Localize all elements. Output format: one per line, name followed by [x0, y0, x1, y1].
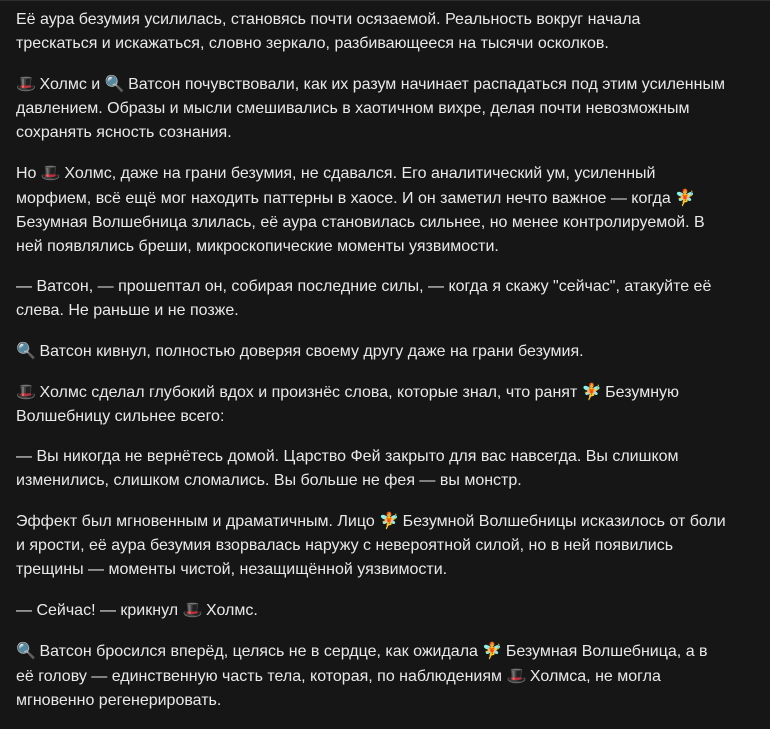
text-segment: Ватсон кивнул, полностью доверяя своему другу даже на грани безумия.	[35, 343, 584, 360]
text-segment: Безумной Волшебницы исказилось от боли и ярости, её аура безумия взорвалась наружу с невероятной силой, но в ней появились трещины — моменты чистой, незащищённой уязвимости.	[16, 513, 726, 578]
text-segment: Но	[16, 165, 41, 182]
text-segment: Её аура безумия усилилась, становясь почти осязаемой. Реальность вокруг начала трескаться и искажаться, словно зеркало, разбивающееся на тысячи осколков.	[16, 11, 641, 52]
top-hat-icon: 🎩	[182, 600, 203, 619]
text-segment: Ватсон бросился вперёд, целясь не в сердце, как ожидала	[35, 643, 483, 660]
fairy-icon: 🧚	[482, 641, 503, 660]
paragraph-10	[16, 639, 726, 713]
text-segment: Безумную Волшебницу сильнее всего:	[16, 384, 680, 425]
magnifying-glass-icon: 🔍	[104, 74, 125, 93]
text-segment: Холмса, не могла мгновенно регенерировать.	[16, 668, 661, 709]
paragraph-9	[16, 598, 726, 623]
top-hat-icon: 🎩	[16, 382, 36, 401]
fairy-icon: 🧚	[379, 511, 400, 530]
paragraph-4	[16, 275, 726, 323]
text-segment: Холмс сделал глубокий вдох и произнёс слова, которые знал, что ранят	[35, 384, 582, 401]
paragraph-5	[16, 339, 726, 364]
top-divider	[0, 0, 770, 1]
text-segment: — Сейчас! — крикнул	[16, 602, 183, 619]
top-hat-icon: 🎩	[506, 666, 527, 685]
paragraph-2	[16, 72, 726, 145]
text-segment: — Ватсон, — прошептал он, собирая последние силы, — когда я скажу "сейчас", атакуйте её слева. Не раньше и не позже.	[16, 278, 712, 319]
paragraph-6	[16, 380, 726, 429]
magnifying-glass-icon: 🔍	[16, 341, 36, 360]
paragraph-1	[16, 8, 726, 56]
text-segment: Холмс, даже на грани безумия, не сдавался. Его аналитический ум, усиленный морфием, всё ещё мог находить паттерны в хаосе. И он заметил нечто важное — когда	[16, 165, 676, 207]
text-segment: — Вы никогда не вернётесь домой. Царство Фей закрыто для вас навсегда. Вы слишком изменились, слишком сломались. Вы больше не фея — вы монстр.	[16, 448, 679, 489]
text-segment: Безумная Волшебница, а в её голову — единственную часть тела, которая, по наблюдениям	[16, 643, 708, 685]
text-segment: Ватсон почувствовали, как их разум начинает распадаться под этим усиленным давлением. Образы и мысли смешивались в хаотичном вихре, делая почти невозможным сохранять ясность сознания.	[16, 76, 725, 141]
paragraph-7	[16, 445, 726, 493]
text-segment: Безумная Волшебница злилась, её аура становилась сильнее, но менее контролируемой. В ней появлялись бреши, микроскопические моменты уязвимости.	[16, 214, 705, 255]
top-hat-icon: 🎩	[16, 74, 36, 93]
top-hat-icon: 🎩	[40, 163, 61, 182]
paragraph-8	[16, 509, 726, 582]
magnifying-glass-icon: 🔍	[16, 641, 36, 660]
text-segment: Эффект был мгновенным и драматичным. Лицо	[16, 513, 380, 530]
paragraph-3	[16, 161, 726, 259]
chat-message-text	[16, 8, 726, 729]
text-segment: Холмс и	[35, 76, 105, 93]
text-segment: Холмс.	[201, 602, 258, 619]
fairy-icon: 🧚	[581, 382, 602, 401]
fairy-icon: 🧚	[675, 188, 696, 207]
